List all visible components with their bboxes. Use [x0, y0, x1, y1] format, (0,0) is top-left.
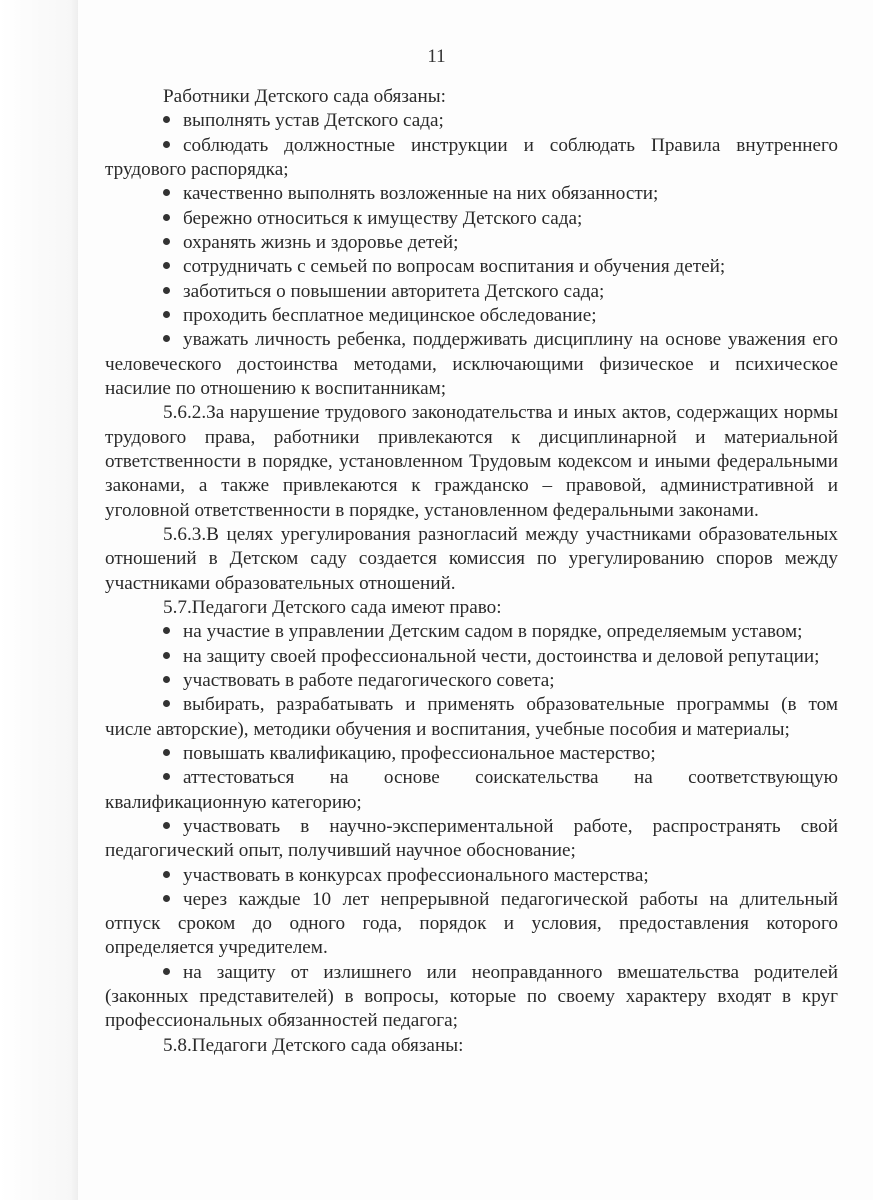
bullet-icon	[163, 676, 170, 683]
bullet-icon	[163, 749, 170, 756]
list-item: на участие в управлении Детским садом в порядке, определяемым уставом;	[105, 620, 838, 644]
list-item: участвовать в работе педагогического совета;	[105, 669, 838, 693]
scan-edge-shadow	[0, 0, 78, 1200]
bullet-icon	[163, 335, 170, 342]
list-item: участвовать в научно-экспериментальной работе, распространять свой педагогический опыт, получивший научное обоснование;	[105, 815, 838, 862]
list-item: соблюдать должностные инструкции и соблюдать Правила внутреннего трудового распорядка;	[105, 134, 838, 180]
bullet-icon	[163, 895, 170, 902]
bullet-icon	[163, 311, 170, 318]
bullet-icon	[163, 968, 170, 975]
bullet-icon	[163, 238, 170, 245]
bullet-icon	[163, 116, 170, 123]
document-body	[105, 85, 838, 1058]
bullet-icon	[163, 871, 170, 878]
paragraph-5-6-3: 5.6.3.В целях урегулирования разногласий между участниками образовательных отношений в Детском саду создается комиссия по урегулированию споров между участниками образовательных отношений.	[105, 523, 838, 594]
page-number: 11	[427, 46, 446, 67]
list-item: качественно выполнять возложенные на них обязанности;	[105, 182, 838, 206]
list-item: уважать личность ребенка, поддерживать дисциплину на основе уважения его человеческого достоинства методами, исключающими физическое и психическое насилие по отношению к воспитанникам;	[105, 329, 838, 399]
list-item: проходить бесплатное медицинское обследование;	[105, 304, 838, 328]
bullet-icon	[163, 262, 170, 269]
list-item: выбирать, разрабатывать и применять образовательные программы (в том числе авторские), методики обучения и воспитания, учебные пособия и материалы;	[105, 694, 838, 740]
bullet-icon	[163, 700, 170, 707]
list-item: на защиту от излишнего или неоправданного вмешательства родителей (законных представителей) в вопросы, которые по своему характеру входят в круг профессиональных обязанностей педагога;	[105, 961, 838, 1032]
paragraph-5-6-2: 5.6.2.За нарушение трудового законодательства и иных актов, содержащих нормы трудового права, работники привлекаются к дисциплинарной и материальной ответственности в порядке, установленном Трудовым кодексом и иными федеральными законами, а также привлекаются к гражданско – правовой, административной и уголовной ответственности в порядке, установленном федеральными законами.	[105, 402, 838, 521]
bullet-icon	[163, 652, 170, 659]
bullet-icon	[163, 189, 170, 196]
list-item: через каждые 10 лет непрерывной педагогической работы на длительный отпуск сроком до одного года, порядок и условия, предоставления которого определяется учредителем.	[105, 888, 838, 959]
bullet-icon	[163, 214, 170, 221]
paragraph-5-8-heading: 5.8.Педагоги Детского сада обязаны:	[163, 1034, 464, 1056]
paragraph-employees-duties-heading: Работники Детского сада обязаны:	[163, 86, 446, 107]
list-item: на защиту своей профессиональной чести, достоинства и деловой репутации;	[105, 645, 838, 669]
list-item: сотрудничать с семьей по вопросам воспитания и обучения детей;	[105, 255, 838, 279]
list-item: участвовать в конкурсах профессионального мастерства;	[105, 864, 838, 888]
paragraph-5-7-heading: 5.7.Педагоги Детского сада имеют право:	[163, 596, 502, 618]
bullet-icon	[163, 822, 170, 829]
bullet-icon	[163, 287, 170, 294]
bullet-icon	[163, 627, 170, 634]
list-item: заботиться о повышении авторитета Детского сада;	[105, 280, 838, 304]
list-item: бережно относиться к имуществу Детского сада;	[105, 207, 838, 231]
list-item: аттестоваться на основе соискательства на соответствующую квалификационную категорию;	[105, 767, 838, 813]
bullet-icon	[163, 141, 170, 148]
list-item: охранять жизнь и здоровье детей;	[105, 231, 838, 255]
list-item: выполнять устав Детского сада;	[105, 109, 838, 133]
list-item: повышать квалификацию, профессиональное мастерство;	[105, 742, 838, 766]
bullet-icon	[163, 773, 170, 780]
